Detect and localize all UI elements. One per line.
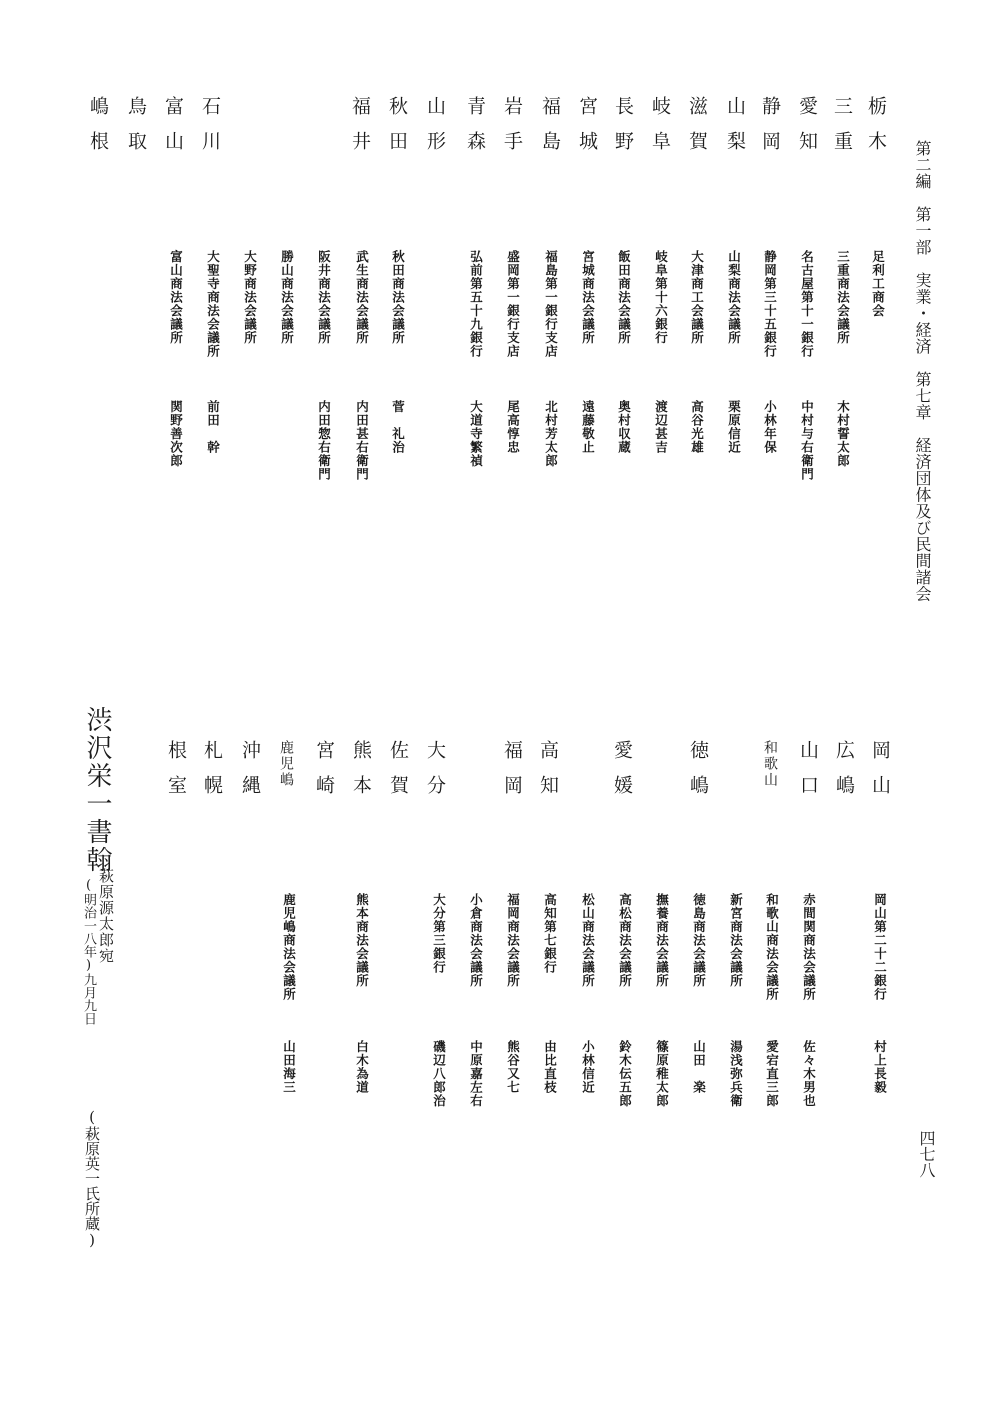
upper-pref-12: 山形 bbox=[424, 96, 446, 166]
upper-org-2: 名古屋第十一銀行 bbox=[799, 250, 815, 358]
lower-org-6: 撫養商法会議所 bbox=[654, 893, 670, 988]
upper-person-14: 内田甚右衛門 bbox=[354, 400, 370, 481]
upper-pref-1: 三重 bbox=[831, 96, 853, 166]
upper-org-13: 秋田商法会議所 bbox=[390, 250, 406, 345]
upper-org-1: 三重商法会議所 bbox=[835, 250, 851, 345]
upper-org-15: 阪井商法会議所 bbox=[316, 250, 332, 345]
lower-org-12: 大分第三銀行 bbox=[431, 893, 447, 974]
upper-org-5: 大津商工会議所 bbox=[689, 250, 705, 345]
upper-org-18: 大聖寺商法会議所 bbox=[205, 250, 221, 358]
lower-org-0: 岡山第二十二銀行 bbox=[872, 893, 888, 1001]
upper-pref-0: 栃木 bbox=[865, 96, 887, 166]
upper-pref-21: 嶋根 bbox=[87, 96, 109, 166]
lower-org-7: 高松商法会議所 bbox=[617, 893, 633, 988]
lower-person-9: 由比直枝 bbox=[542, 1040, 558, 1094]
lower-person-14: 白木為道 bbox=[354, 1040, 370, 1094]
lower-org-11: 小倉商法会議所 bbox=[468, 893, 484, 988]
upper-person-1: 木村誓太郎 bbox=[835, 400, 851, 468]
upper-org-9: 福島第一銀行支店 bbox=[543, 250, 559, 358]
upper-pref-4: 山梨 bbox=[724, 96, 746, 166]
upper-org-4: 山梨商法会議所 bbox=[726, 250, 742, 345]
lower-pref-16: 鹿児嶋 bbox=[278, 740, 294, 788]
lower-pref-0: 岡山 bbox=[869, 740, 891, 810]
lower-pref-13: 佐賀 bbox=[387, 740, 409, 810]
upper-org-14: 武生商法会議所 bbox=[354, 250, 370, 345]
upper-pref-14: 福井 bbox=[349, 96, 371, 166]
lower-person-7: 鈴木伝五郎 bbox=[617, 1040, 633, 1108]
lower-pref-17: 沖縄 bbox=[239, 740, 261, 810]
upper-pref-2: 愛知 bbox=[796, 96, 818, 166]
lower-pref-5: 徳嶋 bbox=[687, 740, 709, 810]
lower-person-6: 篠原稚太郎 bbox=[654, 1040, 670, 1108]
lower-person-3: 愛宕直三郎 bbox=[764, 1040, 780, 1108]
upper-pref-6: 岐阜 bbox=[649, 96, 671, 166]
lower-pref-3: 和歌山 bbox=[762, 740, 778, 788]
upper-pref-7: 長野 bbox=[612, 96, 634, 166]
upper-pref-19: 富山 bbox=[162, 96, 184, 166]
lower-org-2: 赤間関商法会議所 bbox=[801, 893, 817, 1001]
lower-person-11: 中原嘉左右 bbox=[468, 1040, 484, 1108]
upper-org-19: 富山商法会議所 bbox=[168, 250, 184, 345]
upper-person-9: 北村芳太郎 bbox=[543, 400, 559, 468]
lower-pref-18: 札幌 bbox=[201, 740, 223, 810]
upper-person-3: 小林年保 bbox=[762, 400, 778, 454]
lower-pref-19: 根室 bbox=[165, 740, 187, 810]
upper-org-8: 宮城商法会議所 bbox=[580, 250, 596, 345]
lower-org-10: 福岡商法会議所 bbox=[505, 893, 521, 988]
upper-pref-18: 石川 bbox=[199, 96, 221, 166]
letter-title: 渋沢栄一書翰 bbox=[82, 706, 112, 874]
running-header: 第二編 第一部 実業・経済 第七章 経済団体及び民間諸会 bbox=[913, 140, 932, 602]
lower-pref-2: 山口 bbox=[797, 740, 819, 810]
upper-org-3: 静岡第三十五銀行 bbox=[762, 250, 778, 358]
lower-pref-14: 熊本 bbox=[350, 740, 372, 810]
letter-addressee: 萩原源太郎宛 bbox=[97, 868, 115, 964]
upper-person-11: 大道寺繁禎 bbox=[468, 400, 484, 468]
upper-person-4: 栗原信近 bbox=[726, 400, 742, 454]
upper-pref-10: 岩手 bbox=[501, 96, 523, 166]
lower-org-4: 新宮商法会議所 bbox=[728, 893, 744, 988]
upper-org-7: 飯田商法会議所 bbox=[616, 250, 632, 345]
upper-person-5: 高谷光雄 bbox=[689, 400, 705, 454]
upper-person-13: 菅 礼治 bbox=[390, 400, 406, 454]
upper-pref-20: 鳥取 bbox=[125, 96, 147, 166]
lower-person-0: 村上長毅 bbox=[872, 1040, 888, 1094]
lower-org-9: 高知第七銀行 bbox=[542, 893, 558, 974]
upper-person-18: 前田 幹 bbox=[205, 400, 221, 454]
lower-pref-9: 高知 bbox=[537, 740, 559, 810]
upper-org-11: 弘前第五十九銀行 bbox=[468, 250, 484, 358]
lower-person-10: 熊谷又七 bbox=[505, 1040, 521, 1094]
upper-pref-8: 宮城 bbox=[576, 96, 598, 166]
upper-person-7: 奥村収蔵 bbox=[616, 400, 632, 454]
upper-person-8: 遠藤敬止 bbox=[580, 400, 596, 454]
lower-person-8: 小林信近 bbox=[580, 1040, 596, 1094]
lower-person-2: 佐々木男也 bbox=[801, 1040, 817, 1108]
lower-person-5: 山田 楽 bbox=[691, 1040, 707, 1094]
lower-pref-15: 宮崎 bbox=[313, 740, 335, 810]
upper-pref-11: 青森 bbox=[464, 96, 486, 166]
upper-person-15: 内田惣右衛門 bbox=[316, 400, 332, 481]
page-number: 四七八 bbox=[917, 1130, 936, 1178]
upper-person-19: 関野善次郎 bbox=[168, 400, 184, 468]
lower-person-4: 湯浅弥兵衛 bbox=[728, 1040, 744, 1108]
upper-org-17: 大野商法会議所 bbox=[242, 250, 258, 345]
upper-pref-5: 滋賀 bbox=[686, 96, 708, 166]
lower-pref-8: 愛媛 bbox=[611, 740, 633, 810]
upper-person-6: 渡辺甚吉 bbox=[653, 400, 669, 454]
lower-pref-1: 広嶋 bbox=[833, 740, 855, 810]
lower-org-14: 熊本商法会議所 bbox=[354, 893, 370, 988]
lower-pref-10: 福岡 bbox=[501, 740, 523, 810]
lower-org-3: 和歌山商法会議所 bbox=[764, 893, 780, 1001]
upper-pref-13: 秋田 bbox=[386, 96, 408, 166]
lower-org-5: 徳島商法会議所 bbox=[691, 893, 707, 988]
lower-org-8: 松山商法会議所 bbox=[580, 893, 596, 988]
upper-person-10: 尾高惇忠 bbox=[505, 400, 521, 454]
lower-person-12: 磯辺八郎治 bbox=[431, 1040, 447, 1108]
lower-person-16: 山田海三 bbox=[281, 1040, 297, 1094]
upper-org-10: 盛岡第一銀行支店 bbox=[505, 250, 521, 358]
upper-person-2: 中村与右衛門 bbox=[799, 400, 815, 481]
upper-pref-3: 静岡 bbox=[759, 96, 781, 166]
upper-org-0: 足利工商会 bbox=[870, 250, 886, 318]
lower-org-16: 鹿児嶋商法会議所 bbox=[281, 893, 297, 1001]
upper-org-6: 岐阜第十六銀行 bbox=[653, 250, 669, 345]
lower-pref-12: 大分 bbox=[424, 740, 446, 810]
collection-note: (萩原英一氏所蔵) bbox=[83, 1108, 101, 1249]
letter-date: (明治一八年)九月九日 bbox=[81, 878, 96, 1025]
upper-org-16: 勝山商法会議所 bbox=[279, 250, 295, 345]
upper-pref-9: 福島 bbox=[539, 96, 561, 166]
